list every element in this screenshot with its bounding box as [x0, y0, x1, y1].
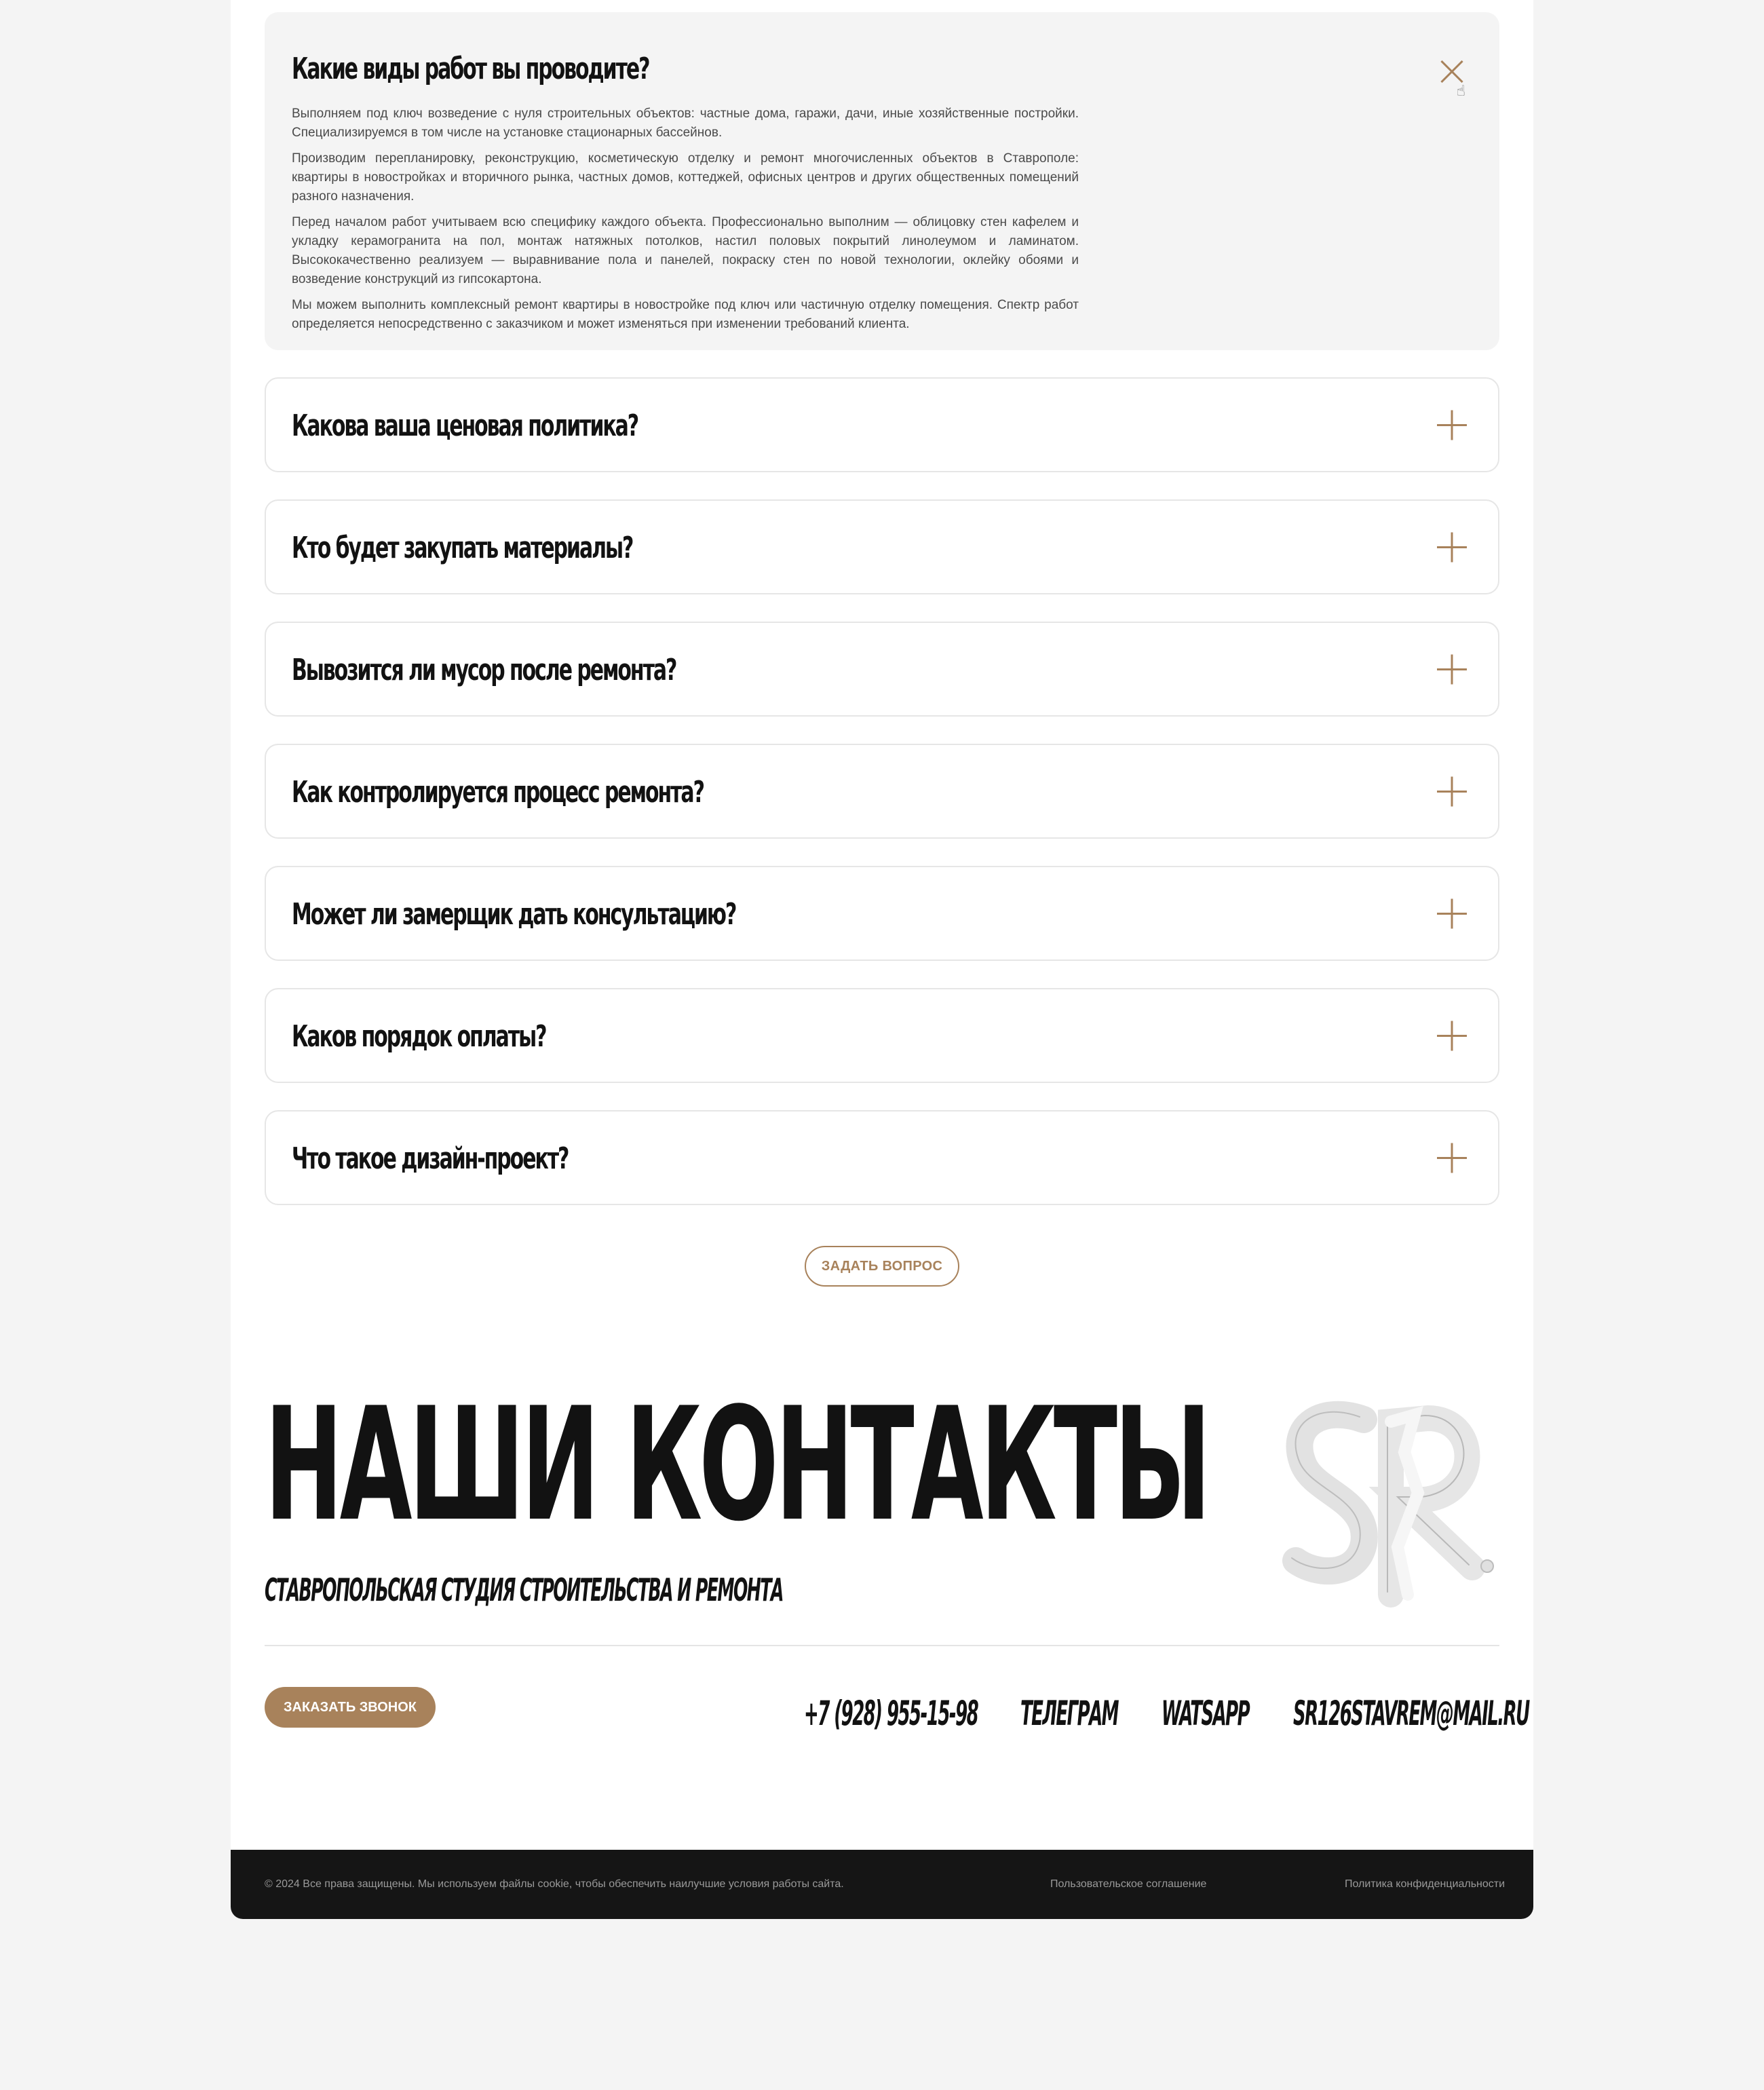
faq-question[interactable]: Что такое дизайн-проект? — [292, 1141, 569, 1176]
faq-question[interactable]: Вывозится ли мусор после ремонта? — [292, 653, 676, 687]
plus-icon[interactable] — [1437, 1143, 1467, 1173]
plus-icon[interactable] — [1437, 532, 1467, 562]
plus-icon[interactable] — [1437, 1021, 1467, 1050]
faq-question[interactable]: Кто будет закупать материалы? — [292, 531, 633, 565]
contacts-divider — [265, 1645, 1499, 1646]
phone-link[interactable]: +7 (928) 955-15-98 — [804, 1694, 978, 1733]
faq-item[interactable] — [265, 744, 1499, 839]
plus-icon[interactable] — [1437, 410, 1467, 440]
contacts-subtitle: СТАВРОПОЛЬСКАЯ СТУДИЯ СТРОИТЕЛЬСТВА И РЕМОНТА — [265, 1572, 783, 1608]
answer-paragraph: Перед началом работ учитываем всю специфику каждого объекта. Профессионально выполним — облицовку стен кафелем и укладку керамогранита на пол, монтаж натяжных потолков, настил половых покрытий линолеумом и ламинатом. Высококачественно реализуем — выравнивание пола и панелей, покраску стен по новой технологии, оклейку обоями и возведение конструкций из гипсокартона. — [292, 215, 1079, 286]
faq-item[interactable] — [265, 499, 1499, 594]
answer-paragraph: Выполняем под ключ возведение с нуля строительных объектов: частные дома, гаражи, дачи, иные хозяйственные постройки. Специализируемся в том числе на установке стационарных бассейнов. — [292, 107, 1079, 140]
contacts-title: НАШИ КОНТАКТЫ — [265, 1375, 1208, 1556]
copyright-text: © 2024 Все права защищены. Мы используем файлы cookie, чтобы обеспечить наилучшие условия работы сайта. — [265, 1878, 844, 1890]
faq-answer — [292, 104, 1079, 341]
answer-paragraph: Мы можем выполнить комплексный ремонт квартиры в новостройке под ключ или частичную отделку помещения. Спектр работ определяется непосредственно с заказчиком и может изменяться при изменении требований клиента. — [292, 298, 1079, 331]
faq-item[interactable] — [265, 866, 1499, 961]
content-sheet — [231, 0, 1533, 1919]
faq-item[interactable] — [265, 988, 1499, 1083]
faq-question[interactable]: Может ли замерщик дать консультацию? — [292, 897, 736, 932]
plus-icon[interactable] — [1437, 654, 1467, 684]
plus-icon[interactable] — [1437, 898, 1467, 928]
ask-question-button[interactable]: ЗАДАТЬ ВОПРОС — [805, 1246, 959, 1287]
faq-question[interactable]: Каков порядок оплаты? — [292, 1019, 546, 1054]
faq-question[interactable]: Как контролируется процесс ремонта? — [292, 775, 704, 810]
plus-icon[interactable] — [1437, 776, 1467, 806]
footer — [231, 1850, 1533, 1919]
faq-question[interactable]: Какова ваша ценовая политика? — [292, 408, 638, 443]
hand-pointer-icon: ☝ — [1456, 83, 1465, 100]
faq-question[interactable]: Какие виды работ вы проводите? — [292, 52, 649, 86]
faq-list — [265, 12, 1499, 1232]
close-icon[interactable] — [1438, 58, 1465, 86]
faq-item[interactable] — [265, 1110, 1499, 1205]
ask-question-wrap — [231, 1246, 1533, 1287]
order-call-button[interactable]: ЗАКАЗАТЬ ЗВОНОК — [265, 1687, 436, 1728]
whatsapp-link[interactable]: WATSAPP — [1162, 1694, 1250, 1733]
telegram-link[interactable]: ТЕЛЕГРАМ — [1020, 1694, 1118, 1733]
faq-item[interactable] — [265, 377, 1499, 472]
faq-item[interactable] — [265, 622, 1499, 717]
email-link[interactable]: SR126STAVREM@MAIL.RU — [1293, 1694, 1529, 1733]
user-agreement-link[interactable]: Пользовательское соглашение — [1050, 1878, 1207, 1890]
sr-logo — [1276, 1398, 1499, 1608]
faq-item-open[interactable] — [265, 12, 1499, 350]
answer-paragraph: Производим перепланировку, реконструкцию, косметическую отделку и ремонт многочисленных объектов в Ставрополе: квартиры в новостройках и вторичного рынка, частных домов, коттеджей, офисных центров и других общественных помещений разного назначения. — [292, 151, 1079, 204]
privacy-policy-link[interactable]: Политика конфиденциальности — [1345, 1878, 1506, 1890]
